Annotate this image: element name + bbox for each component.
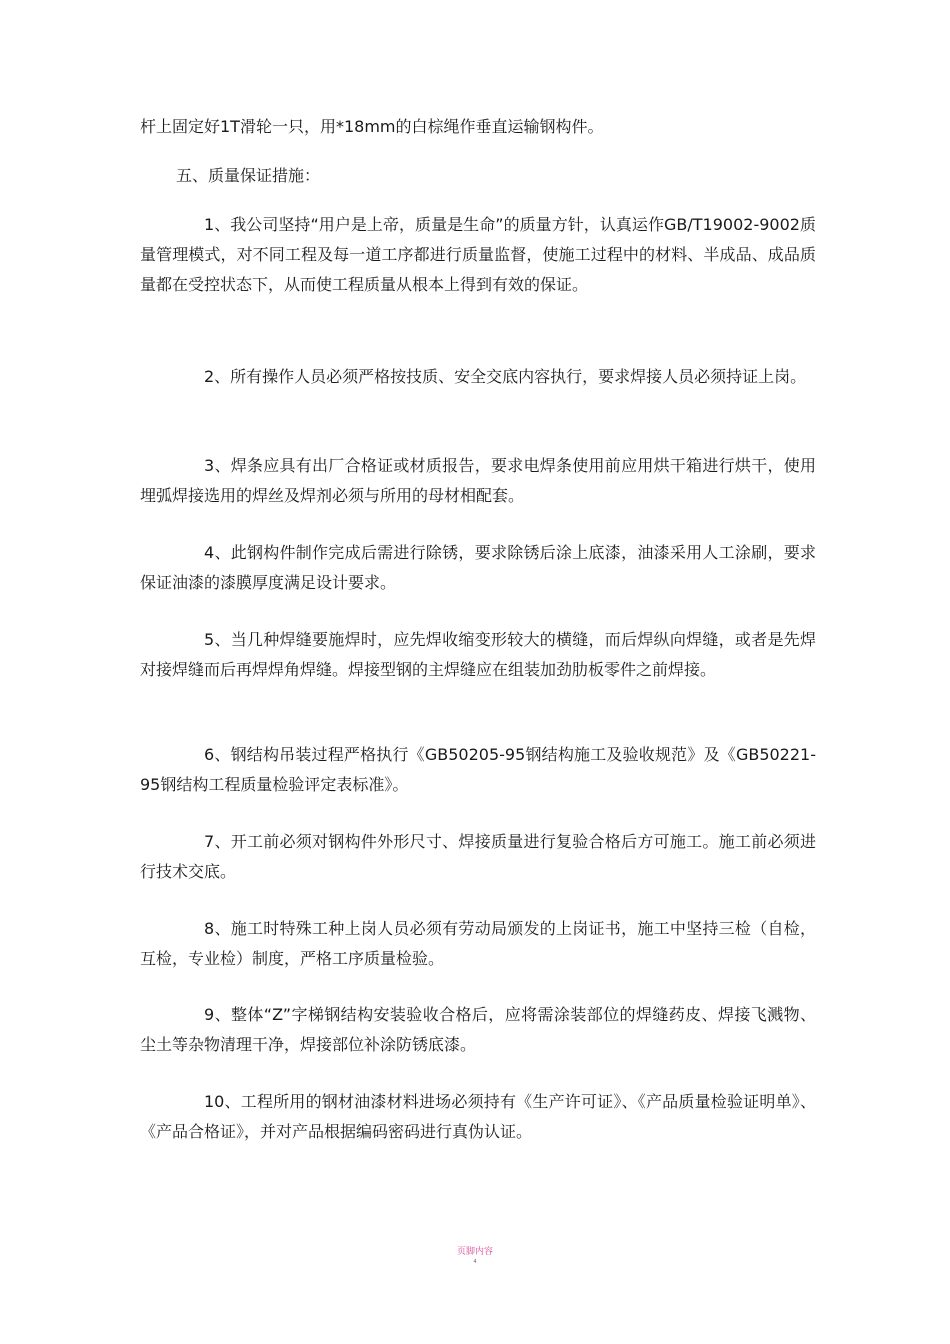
paragraph-item-7: 7、开工前必须对钢构件外形尺寸、焊接质量进行复验合格后方可施工。施工前必须进行技术交底。: [140, 832, 816, 881]
paragraph-item-10: 10、工程所用的钢材油漆材料进场必须持有《生产许可证》、《产品质量检验证明单》、《产品合格证》，并对产品根据编码密码进行真伪认证。: [140, 1092, 816, 1141]
paragraph-continuation: 杆上固定好1T滑轮一只，用*18mm的白棕绳作垂直运输钢构件。: [140, 117, 604, 136]
paragraph-item-5: 5、当几种焊缝要施焊时，应先焊收缩变形较大的横缝，而后焊纵向焊缝，或者是先焊对接焊缝而后再焊焊角焊缝。焊接型钢的主焊缝应在组装加劲肋板零件之前焊接。: [140, 630, 816, 679]
paragraph-item-9: 9、整体“Z”字梯钢结构安装验收合格后，应将需涂装部位的焊缝药皮、焊接飞溅物、尘土等杂物清理干净，焊接部位补涂防锈底漆。: [140, 1005, 816, 1054]
paragraph-item-2: 2、所有操作人员必须严格按技质、安全交底内容执行，要求焊接人员必须持证上岗。: [204, 367, 807, 386]
section-heading: 五、质量保证措施：: [176, 166, 321, 185]
paragraph-item-4: 4、此钢构件制作完成后需进行除锈，要求除锈后涂上底漆，油漆采用人工涂刷，要求保证油漆的漆膜厚度满足设计要求。: [140, 543, 816, 592]
footer-label: 页脚内容: [456, 1247, 493, 1257]
paragraph-item-8: 8、施工时特殊工种上岗人员必须有劳动局颁发的上岗证书，施工中坚持三检（自检，互检，专业检）制度，严格工序质量检验。: [140, 919, 816, 968]
footer-page-number: 4: [473, 1259, 477, 1265]
paragraph-item-6: 6、钢结构吊装过程严格执行《GB50205-95钢结构施工及验收规范》及《GB50221-95钢结构工程质量检验评定表标准》。: [140, 745, 816, 794]
paragraph-item-3: 3、焊条应具有出厂合格证或材质报告，要求电焊条使用前应用烘干箱进行烘干，使用埋弧焊接选用的焊丝及焊剂必须与所用的母材相配套。: [140, 456, 816, 505]
paragraph-item-1: 1、我公司坚持“用户是上帝，质量是生命”的质量方针，认真运作GB/T19002-9002质量管理模式，对不同工程及每一道工序都进行质量监督，使施工过程中的材料、半成品、成品质量都在受控状态下，从而使工程质量从根本上得到有效的保证。: [140, 215, 816, 294]
